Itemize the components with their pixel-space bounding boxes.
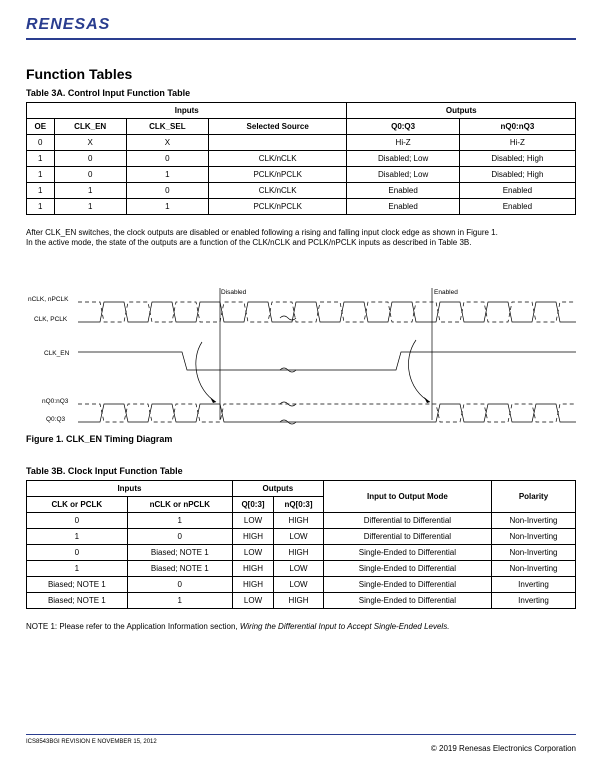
table3b-cell: HIGH bbox=[274, 513, 324, 529]
table3b-cell: 0 bbox=[27, 513, 128, 529]
table3b-cell: 0 bbox=[127, 529, 232, 545]
table3a-cell: CLK/nCLK bbox=[208, 183, 347, 199]
table3b-cell: LOW bbox=[274, 561, 324, 577]
table3b-cell: LOW bbox=[274, 577, 324, 593]
table3b-cell: 1 bbox=[127, 593, 232, 609]
table3b-cell: LOW bbox=[232, 593, 273, 609]
table3b-outputs-header: Outputs bbox=[232, 481, 323, 497]
table3b-cell: HIGH bbox=[232, 561, 273, 577]
table3b-cell: HIGH bbox=[232, 577, 273, 593]
table3b-cell: Non-Inverting bbox=[492, 529, 576, 545]
table3a-cell: Enabled bbox=[347, 199, 459, 215]
table3a-inputs-header: Inputs bbox=[27, 103, 347, 119]
disabled-arrow bbox=[196, 342, 216, 402]
table3b-col-q: Q[0:3] bbox=[232, 497, 273, 513]
table-row bbox=[27, 577, 576, 593]
table3a-header-row bbox=[27, 119, 576, 135]
table3a-cell: 0 bbox=[126, 151, 208, 167]
table3a-note bbox=[26, 228, 586, 248]
table-row bbox=[27, 561, 576, 577]
waveform-nq bbox=[78, 404, 576, 422]
table3b-cell: Inverting bbox=[492, 577, 576, 593]
table3a-cell: Enabled bbox=[459, 183, 575, 199]
table3a-cell: 0 bbox=[54, 167, 126, 183]
waveform-clk-en bbox=[78, 352, 576, 370]
signal-label-clk: CLK, PCLK bbox=[34, 316, 68, 323]
table3b-cell: Differential to Differential bbox=[323, 513, 491, 529]
enabled-arrow bbox=[408, 340, 430, 402]
table3b-cell: Non-Inverting bbox=[492, 561, 576, 577]
table3b-cell: LOW bbox=[274, 529, 324, 545]
page-title: Function Tables bbox=[26, 66, 133, 82]
table3a-cell: 1 bbox=[126, 167, 208, 183]
table3b-cell: 1 bbox=[127, 513, 232, 529]
note-1-link-title: Wiring the Differential Input to Accept Single-Ended Levels. bbox=[239, 622, 450, 631]
waveform-nclk bbox=[78, 302, 576, 322]
table3a-cell: Disabled; Low bbox=[347, 151, 459, 167]
control-input-function-table bbox=[26, 102, 576, 215]
table3b-cell: Single-Ended to Differential bbox=[323, 593, 491, 609]
table-row bbox=[27, 135, 576, 151]
table3a-cell: Hi-Z bbox=[347, 135, 459, 151]
table-row bbox=[27, 151, 576, 167]
table-row bbox=[27, 513, 576, 529]
table3b-cell: Inverting bbox=[492, 593, 576, 609]
disabled-arrowhead bbox=[210, 397, 216, 403]
table3a-col-oe: OE bbox=[27, 119, 55, 135]
table3a-note-line1: After CLK_EN switches, the clock outputs are disabled or enabled following a rising and falling input clock edge as shown in Figure 1. bbox=[26, 228, 498, 237]
table3b-cell: Biased; NOTE 1 bbox=[27, 577, 128, 593]
table3b-col-mode: Input to Output Mode bbox=[323, 481, 491, 513]
table3b-cell: Biased; NOTE 1 bbox=[27, 593, 128, 609]
table3b-inputs-header: Inputs bbox=[27, 481, 233, 497]
table-row bbox=[27, 199, 576, 215]
table3a-cell: 1 bbox=[27, 151, 55, 167]
clk-en-timing-diagram bbox=[0, 280, 602, 430]
table3b-cell: 0 bbox=[127, 577, 232, 593]
table3b-col-polarity: Polarity bbox=[492, 481, 576, 513]
table3b-cell: Non-Inverting bbox=[492, 513, 576, 529]
table-row bbox=[27, 183, 576, 199]
signal-label-q: Q0:Q3 bbox=[46, 416, 66, 423]
break-mark-outputs bbox=[280, 402, 296, 424]
table3a-cell: PCLK/nPCLK bbox=[208, 199, 347, 215]
table3a-cell: PCLK/nPCLK bbox=[208, 167, 347, 183]
table3a-col-selected-source: Selected Source bbox=[208, 119, 347, 135]
signal-label-nclk: nCLK, nPCLK bbox=[28, 296, 69, 303]
table3a-cell: 0 bbox=[27, 135, 55, 151]
table3a-cell: Disabled; Low bbox=[347, 167, 459, 183]
table3a-col-clk-en: CLK_EN bbox=[54, 119, 126, 135]
table3b-cell: HIGH bbox=[274, 545, 324, 561]
table3a-cell: X bbox=[126, 135, 208, 151]
note-1-text: NOTE 1: Please refer to the Application Information section, bbox=[26, 622, 240, 631]
table3a-cell: CLK/nCLK bbox=[208, 151, 347, 167]
enabled-arrowhead bbox=[424, 397, 430, 403]
table3a-col-clk-sel: CLK_SEL bbox=[126, 119, 208, 135]
table3a-col-q: Q0:Q3 bbox=[347, 119, 459, 135]
table3b-cell: 1 bbox=[27, 561, 128, 577]
table-row bbox=[27, 167, 576, 183]
table3a-note-line2: In the active mode, the state of the outputs are a function of the CLK/nCLK and PCLK/nPCLK inputs as described in Table 3B. bbox=[26, 238, 472, 247]
footer-rule bbox=[26, 734, 576, 735]
table3a-cell: 1 bbox=[27, 167, 55, 183]
table3b-cell: HIGH bbox=[232, 529, 273, 545]
table3b-cell: Single-Ended to Differential bbox=[323, 577, 491, 593]
table3b-col-nq: nQ[0:3] bbox=[274, 497, 324, 513]
table3a-cell bbox=[208, 135, 347, 151]
table3b-col-clk: CLK or PCLK bbox=[27, 497, 128, 513]
table3b-cell: 0 bbox=[27, 545, 128, 561]
table3b-cell: Single-Ended to Differential bbox=[323, 561, 491, 577]
table3a-cell: Disabled; High bbox=[459, 151, 575, 167]
footer-revision: ICS8543BGI REVISION E NOVEMBER 15, 2012 bbox=[26, 739, 157, 745]
figure1-caption: Figure 1. CLK_EN Timing Diagram bbox=[26, 434, 173, 444]
table3a-cell: 1 bbox=[27, 183, 55, 199]
table3a-cell: X bbox=[54, 135, 126, 151]
table3a-cell: Disabled; High bbox=[459, 167, 575, 183]
table3a-cell: Hi-Z bbox=[459, 135, 575, 151]
table-row bbox=[27, 545, 576, 561]
clock-input-function-table bbox=[26, 480, 576, 609]
signal-label-clk-en: CLK_EN bbox=[44, 350, 70, 357]
footer-copyright: © 2019 Renesas Electronics Corporation bbox=[430, 744, 576, 753]
table3a-cell: 0 bbox=[54, 151, 126, 167]
note-1 bbox=[26, 622, 586, 632]
table3b-cell: Differential to Differential bbox=[323, 529, 491, 545]
table3b-cell: Biased; NOTE 1 bbox=[127, 545, 232, 561]
table3b-cell: Non-Inverting bbox=[492, 545, 576, 561]
table3a-cell: 1 bbox=[54, 199, 126, 215]
label-disabled: Disabled bbox=[221, 289, 247, 296]
table3a-outputs-header: Outputs bbox=[347, 103, 576, 119]
table3b-cell: Biased; NOTE 1 bbox=[127, 561, 232, 577]
table3b-caption: Table 3B. Clock Input Function Table bbox=[26, 466, 183, 476]
signal-label-nq: nQ0:nQ3 bbox=[42, 398, 69, 405]
waveform-q bbox=[78, 404, 576, 422]
waveform-clk bbox=[78, 302, 576, 322]
table-row bbox=[27, 593, 576, 609]
table3a-cell: 0 bbox=[126, 183, 208, 199]
label-enabled: Enabled bbox=[434, 289, 458, 296]
table3b-cell: LOW bbox=[232, 513, 273, 529]
renesas-logo: RENESAS bbox=[26, 16, 111, 33]
break-mark-clk bbox=[280, 316, 296, 320]
table3b-col-nclk: nCLK or nPCLK bbox=[127, 497, 232, 513]
table3b-cell: Single-Ended to Differential bbox=[323, 545, 491, 561]
table3a-cell: 1 bbox=[27, 199, 55, 215]
table3b-cell: HIGH bbox=[274, 593, 324, 609]
table3a-cell: 1 bbox=[54, 183, 126, 199]
table3a-caption: Table 3A. Control Input Function Table bbox=[26, 88, 191, 98]
table3a-cell: Enabled bbox=[347, 183, 459, 199]
header-rule bbox=[26, 38, 576, 40]
table3a-col-nq: nQ0:nQ3 bbox=[459, 119, 575, 135]
table3b-cell: LOW bbox=[232, 545, 273, 561]
table3a-cell: 1 bbox=[126, 199, 208, 215]
table3b-cell: 1 bbox=[27, 529, 128, 545]
table3a-cell: Enabled bbox=[459, 199, 575, 215]
table-row bbox=[27, 529, 576, 545]
